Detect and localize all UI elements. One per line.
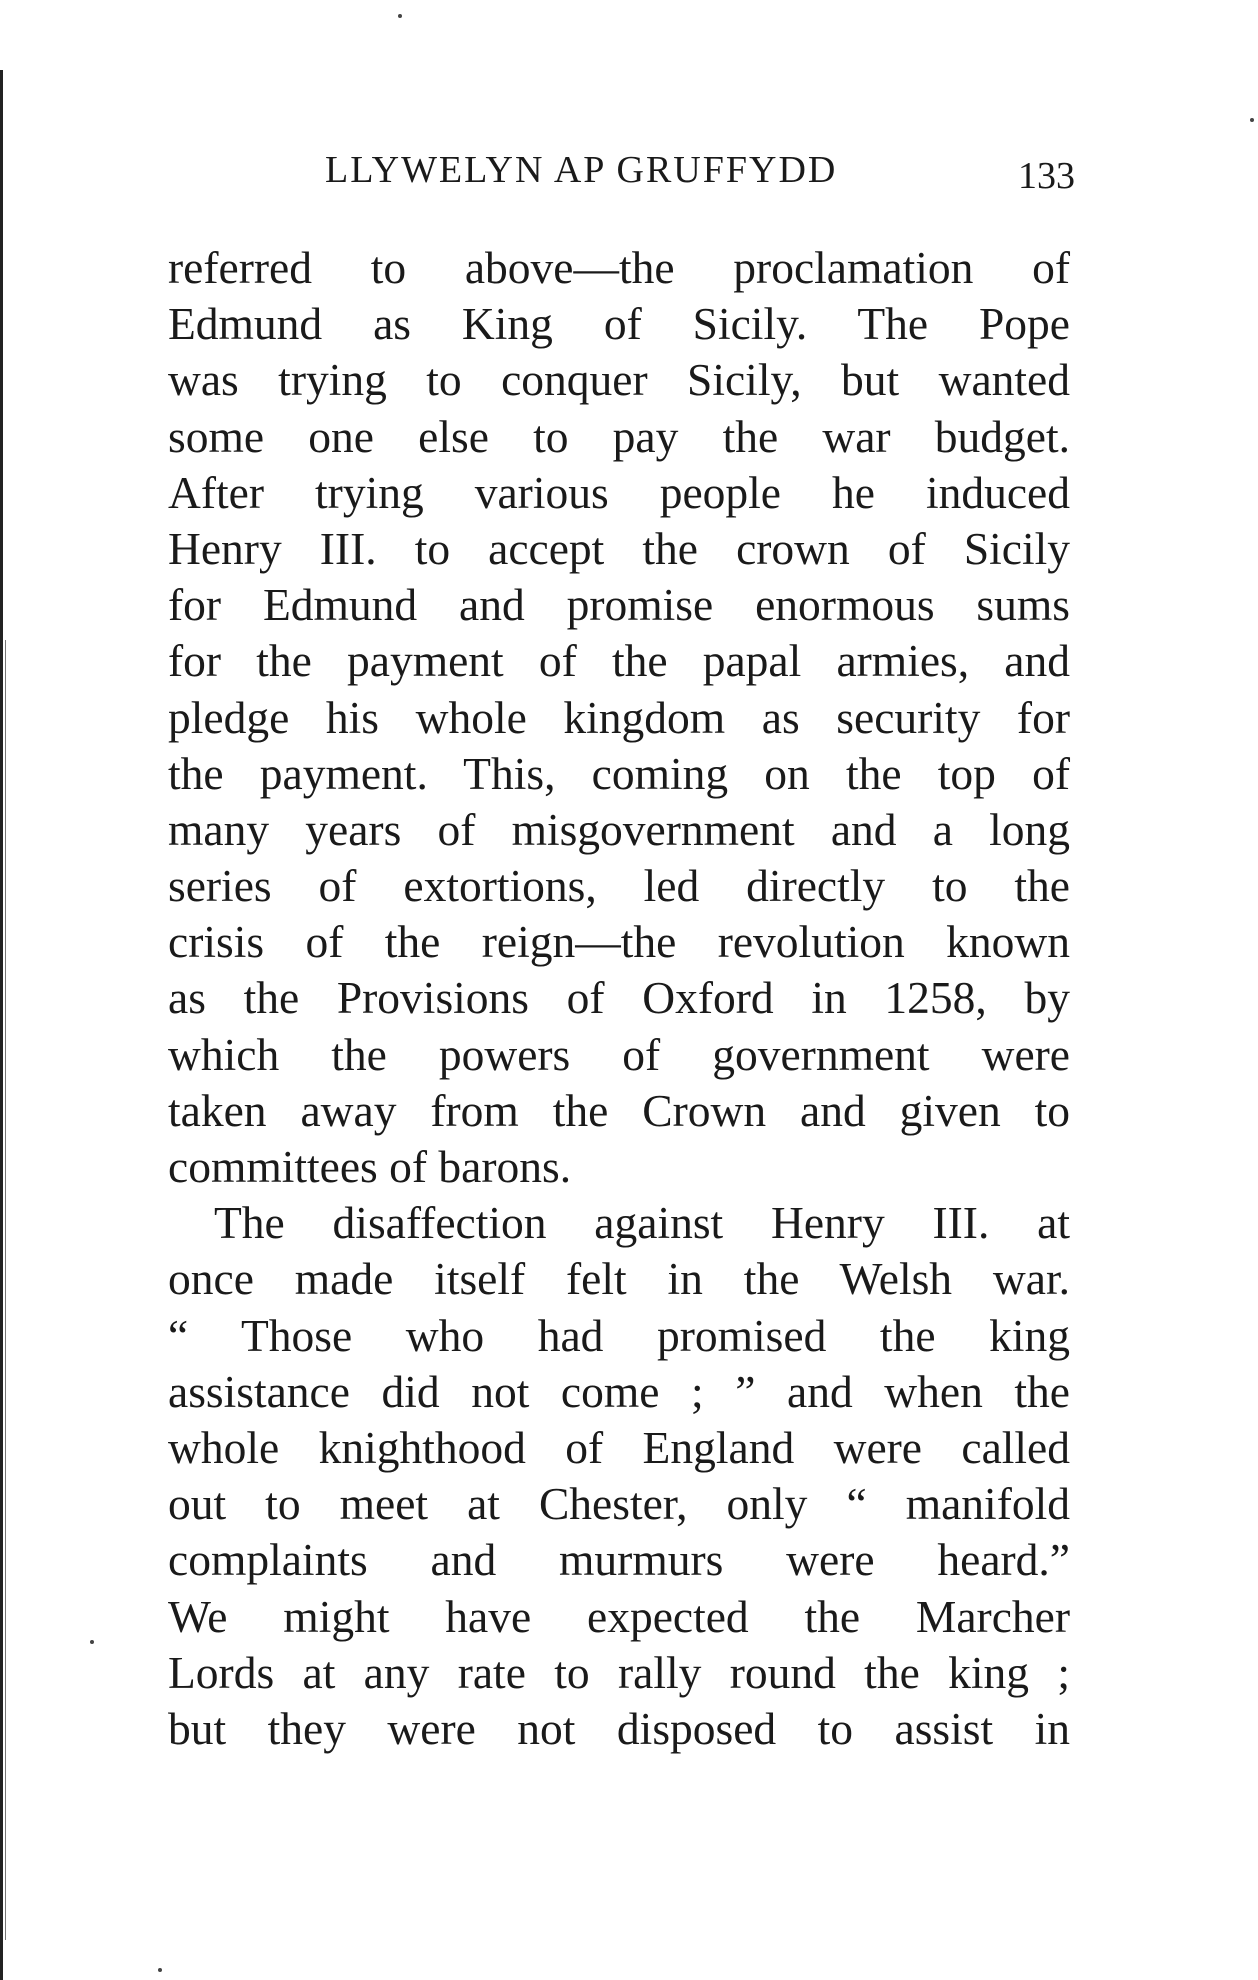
page-header xyxy=(325,148,1075,204)
text-line: once made itself felt in the Welsh war. xyxy=(168,1253,1070,1305)
text-line: which the powers of government were xyxy=(168,1028,1070,1080)
page-edge-line xyxy=(5,640,6,1940)
text-line: Henry III. to accept the crown of Sicily xyxy=(168,522,1070,574)
text-line: for Edmund and promise enormous sums xyxy=(168,579,1070,631)
text-line: complaints and murmurs were heard.” xyxy=(168,1534,1070,1586)
body-text xyxy=(168,240,1070,1757)
text-line: taken away from the Crown and given to xyxy=(168,1084,1070,1136)
page-edge-shadow xyxy=(0,70,3,1980)
text-line: whole knighthood of England were called xyxy=(168,1421,1070,1473)
text-line: assistance did not come ; ” and when the xyxy=(168,1365,1070,1417)
running-title: LLYWELYN AP GRUFFYDD xyxy=(325,149,838,191)
text-line: for the payment of the papal armies, and xyxy=(168,635,1070,687)
text-line: We might have expected the Marcher xyxy=(168,1590,1070,1642)
text-line: Edmund as King of Sicily. The Pope xyxy=(168,298,1070,350)
paragraph-1 xyxy=(168,240,1070,1195)
text-line: but they were not disposed to assist in xyxy=(168,1702,1070,1754)
text-line: was trying to conquer Sicily, but wanted xyxy=(168,354,1070,406)
text-line: committees of barons. xyxy=(168,1141,572,1192)
page-number: 133 xyxy=(1018,155,1075,197)
text-line: pledge his whole kingdom as security for xyxy=(168,691,1070,743)
ink-speck xyxy=(90,1640,94,1644)
paragraph-2 xyxy=(168,1195,1070,1757)
text-line: some one else to pay the war budget. xyxy=(168,410,1070,462)
text-line: as the Provisions of Oxford in 1258, by xyxy=(168,972,1070,1024)
text-line: crisis of the reign—the revolution known xyxy=(168,916,1070,968)
text-line: The disaffection against Henry III. at xyxy=(214,1197,1070,1249)
text-line: “ Those who had promised the king xyxy=(168,1309,1070,1361)
text-line: referred to above—the proclamation of xyxy=(168,242,1070,293)
text-line: many years of misgovernment and a long xyxy=(168,803,1070,855)
ink-speck xyxy=(1250,118,1254,122)
text-line: After trying various people he induced xyxy=(168,466,1070,518)
text-line: Lords at any rate to rally round the king ; xyxy=(168,1646,1070,1698)
text-line: out to meet at Chester, only “ manifold xyxy=(168,1478,1070,1530)
text-line: series of extortions, led directly to the xyxy=(168,860,1070,912)
ink-speck xyxy=(398,14,402,18)
ink-speck xyxy=(158,1968,162,1972)
text-line: the payment. This, coming on the top of xyxy=(168,747,1070,799)
